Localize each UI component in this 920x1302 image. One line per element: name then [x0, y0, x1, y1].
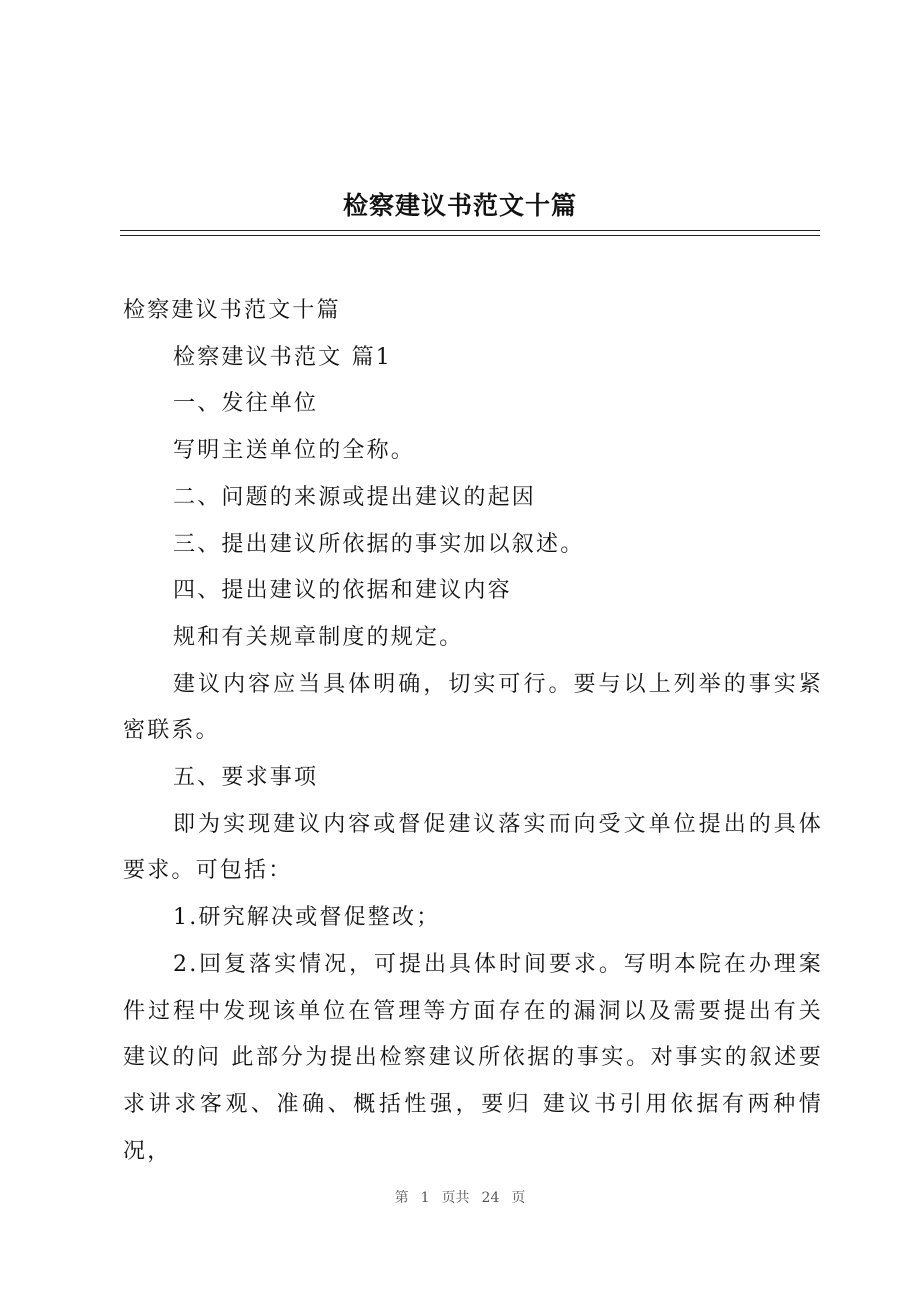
paragraph: 规和有关规章制度的规定。 [173, 624, 464, 650]
paragraph: 即为实现建议内容或督促建议落实而向受文单位提出的具体要求。可包括： [123, 811, 823, 884]
body-heading: 检察建议书范文十篇 [123, 298, 341, 323]
footer-page-number: 1 [420, 1190, 430, 1206]
section-heading: 检察建议书范文 篇1 [173, 344, 392, 370]
paragraph: 二、问题的来源或提出建议的起因 [173, 484, 537, 510]
paragraph: 一、发往单位 [173, 391, 319, 417]
paragraph: 四、提出建议的依据和建议内容 [173, 578, 512, 604]
paragraph: 1.研究解决或督促整改； [173, 905, 441, 931]
page-footer [0, 1188, 920, 1208]
paragraph: 五、要求事项 [173, 765, 319, 791]
footer-mid: 页共 [441, 1190, 470, 1206]
footer-total-pages: 24 [481, 1190, 500, 1206]
title-double-rule [120, 230, 820, 236]
paragraph: 写明主送单位的全称。 [173, 438, 416, 464]
paragraph: 三、提出建议所依据的事实加以叙述。 [173, 531, 585, 557]
document-title: 检察建议书范文十篇 [342, 191, 577, 220]
footer-prefix: 第 [394, 1190, 409, 1206]
footer-suffix: 页 [511, 1190, 526, 1206]
paragraph: 2.回复落实情况，可提出具体时间要求。写明本院在办理案件过程中发现该单位在管理等方面存在的漏洞以及需要提出有关建议的问 此部分为提出检察建议所依据的事实。对事实的叙述要求讲求客观、准确、概括性强，要归 建议书引用依据有两种情况， [123, 951, 823, 1164]
paragraph: 建议内容应当具体明确，切实可行。要与以上列举的事实紧密联系。 [123, 671, 823, 744]
document-body [123, 288, 823, 1175]
